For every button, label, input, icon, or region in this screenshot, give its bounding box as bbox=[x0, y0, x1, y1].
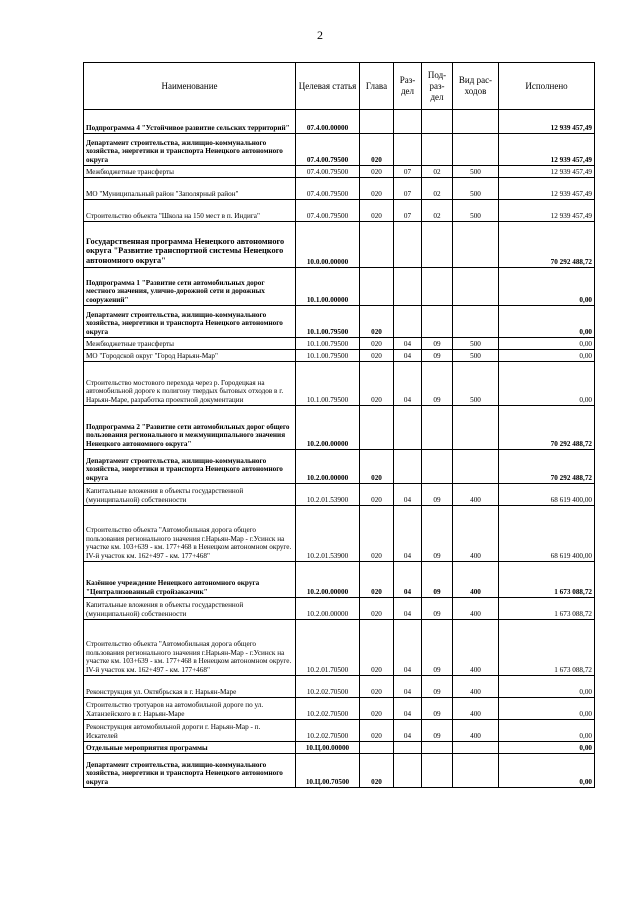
header-subsection: Под-раз-дел bbox=[422, 63, 453, 110]
cell-name: МО "Муниципальный район "Заполярный район" bbox=[84, 178, 296, 200]
cell-expense bbox=[453, 110, 499, 134]
cell-target: 10.1.00.79500 bbox=[296, 306, 360, 338]
cell-name: Строительство объекта "Школа на 150 мест в п. Индига" bbox=[84, 200, 296, 222]
cell-executed: 0,00 bbox=[499, 350, 595, 362]
cell-expense: 400 bbox=[453, 562, 499, 598]
cell-executed: 68 619 400,00 bbox=[499, 484, 595, 506]
cell-section bbox=[394, 450, 422, 484]
cell-executed: 12 939 457,49 bbox=[499, 134, 595, 166]
table-row bbox=[84, 306, 595, 338]
cell-target: 10.Ц.00.70500 bbox=[296, 754, 360, 788]
cell-chapter: 020 bbox=[360, 450, 394, 484]
cell-chapter: 020 bbox=[360, 484, 394, 506]
cell-executed: 0,00 bbox=[499, 754, 595, 788]
cell-target: 10.1.00.79500 bbox=[296, 350, 360, 362]
cell-executed: 1 673 088,72 bbox=[499, 598, 595, 620]
table-row bbox=[84, 742, 595, 754]
header-executed: Исполнено bbox=[499, 63, 595, 110]
header-chapter: Глава bbox=[360, 63, 394, 110]
cell-chapter bbox=[360, 742, 394, 754]
cell-section: 04 bbox=[394, 562, 422, 598]
cell-expense bbox=[453, 222, 499, 268]
cell-chapter: 020 bbox=[360, 166, 394, 178]
cell-subsection: 09 bbox=[422, 362, 453, 406]
cell-name: Подпрограмма 1 "Развитие сети автомобильных дорог местного значения, улично-дорожной сети и дорожных сооружений" bbox=[84, 268, 296, 306]
cell-chapter bbox=[360, 110, 394, 134]
cell-chapter: 020 bbox=[360, 720, 394, 742]
cell-subsection bbox=[422, 406, 453, 450]
cell-chapter: 020 bbox=[360, 754, 394, 788]
table-row bbox=[84, 110, 595, 134]
cell-target: 10.2.00.00000 bbox=[296, 450, 360, 484]
cell-target: 10.2.00.00000 bbox=[296, 406, 360, 450]
cell-name: Межбюджетные трансферты bbox=[84, 338, 296, 350]
cell-expense: 500 bbox=[453, 350, 499, 362]
cell-expense: 400 bbox=[453, 484, 499, 506]
cell-expense bbox=[453, 134, 499, 166]
cell-executed: 12 939 457,49 bbox=[499, 166, 595, 178]
cell-chapter: 020 bbox=[360, 676, 394, 698]
cell-target: 10.2.02.70500 bbox=[296, 720, 360, 742]
cell-target: 10.2.00.00000 bbox=[296, 562, 360, 598]
cell-expense bbox=[453, 450, 499, 484]
cell-chapter: 020 bbox=[360, 506, 394, 562]
cell-section: 04 bbox=[394, 338, 422, 350]
cell-expense: 500 bbox=[453, 178, 499, 200]
cell-expense bbox=[453, 306, 499, 338]
cell-section: 04 bbox=[394, 484, 422, 506]
cell-target: 10.1.00.79500 bbox=[296, 362, 360, 406]
cell-expense: 400 bbox=[453, 598, 499, 620]
cell-executed: 12 939 457,49 bbox=[499, 110, 595, 134]
cell-section: 04 bbox=[394, 698, 422, 720]
cell-executed: 1 673 088,72 bbox=[499, 620, 595, 676]
cell-name: Капитальные вложения в объекты государственной (муниципальной) собственности bbox=[84, 598, 296, 620]
cell-name: Строительство тротуаров на автомобильной дороге по ул. Хатанзейского в г. Нарьян-Маре bbox=[84, 698, 296, 720]
table-row bbox=[84, 178, 595, 200]
table-row bbox=[84, 506, 595, 562]
cell-section: 04 bbox=[394, 350, 422, 362]
cell-section: 04 bbox=[394, 598, 422, 620]
table-row bbox=[84, 698, 595, 720]
cell-section: 04 bbox=[394, 362, 422, 406]
cell-executed: 12 939 457,49 bbox=[499, 178, 595, 200]
cell-subsection: 09 bbox=[422, 620, 453, 676]
cell-executed: 68 619 400,00 bbox=[499, 506, 595, 562]
cell-subsection: 09 bbox=[422, 484, 453, 506]
cell-target: 07.4.00.79500 bbox=[296, 178, 360, 200]
table-row bbox=[84, 362, 595, 406]
table-row bbox=[84, 450, 595, 484]
cell-expense: 400 bbox=[453, 698, 499, 720]
cell-chapter: 020 bbox=[360, 178, 394, 200]
cell-subsection bbox=[422, 134, 453, 166]
cell-target: 07.4.00.79500 bbox=[296, 166, 360, 178]
table-row bbox=[84, 166, 595, 178]
cell-target: 10.1.00.79500 bbox=[296, 338, 360, 350]
cell-executed: 0,00 bbox=[499, 338, 595, 350]
cell-section bbox=[394, 134, 422, 166]
cell-executed: 0,00 bbox=[499, 362, 595, 406]
cell-target: 07.4.00.00000 bbox=[296, 110, 360, 134]
cell-name: Подпрограмма 2 "Развитие сети автомобильных дорог общего пользования регионального и межмуниципального значения Ненецкого автономного округа" bbox=[84, 406, 296, 450]
cell-subsection bbox=[422, 110, 453, 134]
cell-executed: 0,00 bbox=[499, 676, 595, 698]
cell-name: Отдельные мероприятия программы bbox=[84, 742, 296, 754]
cell-target: 07.4.00.79500 bbox=[296, 200, 360, 222]
cell-executed: 0,00 bbox=[499, 720, 595, 742]
cell-subsection: 09 bbox=[422, 506, 453, 562]
cell-name: Строительство объекта "Автомобильная дорога общего пользования регионального значения г.Нарьян-Мар - г.Усинск на участке км. 103+639 - км. 177+468 в Ненецком автономном округе. IV-й участок км. 162+497 - км. 177+468" bbox=[84, 620, 296, 676]
cell-subsection: 09 bbox=[422, 338, 453, 350]
cell-executed: 0,00 bbox=[499, 698, 595, 720]
cell-section bbox=[394, 742, 422, 754]
header-section: Раз-дел bbox=[394, 63, 422, 110]
cell-target: 10.2.01.53900 bbox=[296, 506, 360, 562]
cell-subsection bbox=[422, 450, 453, 484]
cell-name: Департамент строительства, жилищно-коммунального хозяйства, энергетики и транспорта Ненецкого автономного округа bbox=[84, 450, 296, 484]
cell-name: Подпрограмма 4 "Устойчивое развитие сельских территорий" bbox=[84, 110, 296, 134]
cell-expense bbox=[453, 742, 499, 754]
cell-executed: 1 673 088,72 bbox=[499, 562, 595, 598]
table-row bbox=[84, 620, 595, 676]
cell-subsection bbox=[422, 742, 453, 754]
table-row bbox=[84, 350, 595, 362]
cell-expense: 400 bbox=[453, 720, 499, 742]
cell-section: 07 bbox=[394, 166, 422, 178]
cell-target: 10.2.00.00000 bbox=[296, 598, 360, 620]
cell-section bbox=[394, 222, 422, 268]
cell-name: Департамент строительства, жилищно-коммунального хозяйства, энергетики и транспорта Ненецкого автономного округа bbox=[84, 754, 296, 788]
cell-section bbox=[394, 268, 422, 306]
cell-target: 10.0.00.00000 bbox=[296, 222, 360, 268]
cell-name: Капитальные вложения в объекты государственной (муниципальной) собственности bbox=[84, 484, 296, 506]
cell-subsection bbox=[422, 222, 453, 268]
cell-chapter: 020 bbox=[360, 200, 394, 222]
cell-section: 07 bbox=[394, 178, 422, 200]
cell-expense: 400 bbox=[453, 676, 499, 698]
table-header-row bbox=[84, 63, 595, 110]
cell-chapter: 020 bbox=[360, 598, 394, 620]
cell-expense: 500 bbox=[453, 338, 499, 350]
cell-chapter: 020 bbox=[360, 306, 394, 338]
cell-expense bbox=[453, 268, 499, 306]
cell-target: 10.Ц.00.00000 bbox=[296, 742, 360, 754]
table-row bbox=[84, 338, 595, 350]
cell-subsection: 09 bbox=[422, 676, 453, 698]
cell-chapter bbox=[360, 406, 394, 450]
cell-name: Строительство объекта "Автомобильная дорога общего пользования регионального значения г.Нарьян-Мар - г.Усинск на участке км. 103+639 - км. 177+468 в Ненецком автономном округе. IV-й участок км. 162+497 - км. 177+468" bbox=[84, 506, 296, 562]
cell-chapter: 020 bbox=[360, 134, 394, 166]
cell-executed: 0,00 bbox=[499, 268, 595, 306]
header-target: Целевая статья bbox=[296, 63, 360, 110]
budget-table bbox=[83, 62, 595, 788]
cell-executed: 70 292 488,72 bbox=[499, 222, 595, 268]
cell-section bbox=[394, 110, 422, 134]
cell-name: Департамент строительства, жилищно-коммунального хозяйства, энергетики и транспорта Ненецкого автономного округа bbox=[84, 134, 296, 166]
table-row bbox=[84, 134, 595, 166]
cell-executed: 0,00 bbox=[499, 306, 595, 338]
cell-target: 10.2.01.53900 bbox=[296, 484, 360, 506]
cell-name: Строительство мостового перехода через р. Городецкая на автомобильной дороге к полигону твердых бытовых отходов в г. Нарьян-Маре, разработка проектной документации bbox=[84, 362, 296, 406]
cell-subsection: 09 bbox=[422, 562, 453, 598]
table-row bbox=[84, 484, 595, 506]
cell-subsection: 02 bbox=[422, 178, 453, 200]
cell-subsection: 09 bbox=[422, 720, 453, 742]
cell-expense: 500 bbox=[453, 362, 499, 406]
table-row bbox=[84, 200, 595, 222]
cell-expense: 400 bbox=[453, 506, 499, 562]
table-row bbox=[84, 754, 595, 788]
table-row bbox=[84, 562, 595, 598]
cell-subsection bbox=[422, 754, 453, 788]
cell-section: 04 bbox=[394, 620, 422, 676]
cell-name: МО "Городской округ "Город Нарьян-Мар" bbox=[84, 350, 296, 362]
cell-target: 10.2.02.70500 bbox=[296, 676, 360, 698]
cell-expense bbox=[453, 754, 499, 788]
cell-subsection: 02 bbox=[422, 200, 453, 222]
table-row bbox=[84, 222, 595, 268]
cell-section bbox=[394, 754, 422, 788]
cell-expense: 500 bbox=[453, 200, 499, 222]
cell-chapter bbox=[360, 222, 394, 268]
cell-chapter: 020 bbox=[360, 362, 394, 406]
cell-executed: 70 292 488,72 bbox=[499, 406, 595, 450]
table-row bbox=[84, 598, 595, 620]
cell-executed: 0,00 bbox=[499, 742, 595, 754]
cell-name: Государственная программа Ненецкого автономного округа "Развитие транспортной системы Ненецкого автономного округа" bbox=[84, 222, 296, 268]
cell-section bbox=[394, 306, 422, 338]
cell-target: 10.1.00.00000 bbox=[296, 268, 360, 306]
cell-section: 07 bbox=[394, 200, 422, 222]
cell-expense bbox=[453, 406, 499, 450]
cell-subsection bbox=[422, 268, 453, 306]
header-name: Наименование bbox=[84, 63, 296, 110]
cell-target: 10.2.01.70500 bbox=[296, 620, 360, 676]
cell-subsection: 02 bbox=[422, 166, 453, 178]
cell-name: Реконструкция ул. Октябрьская в г. Нарьян-Маре bbox=[84, 676, 296, 698]
cell-section: 04 bbox=[394, 720, 422, 742]
table-row bbox=[84, 720, 595, 742]
cell-subsection: 09 bbox=[422, 598, 453, 620]
cell-name: Реконструкция автомобильной дороги г. Нарьян-Мар - п. Искателей bbox=[84, 720, 296, 742]
cell-executed: 70 292 488,72 bbox=[499, 450, 595, 484]
cell-name: Межбюджетные трансферты bbox=[84, 166, 296, 178]
cell-subsection: 09 bbox=[422, 698, 453, 720]
header-expense-type: Вид рас-ходов bbox=[453, 63, 499, 110]
cell-name: Департамент строительства, жилищно-коммунального хозяйства, энергетики и транспорта Ненецкого автономного округа bbox=[84, 306, 296, 338]
cell-chapter: 020 bbox=[360, 338, 394, 350]
cell-subsection bbox=[422, 306, 453, 338]
cell-section: 04 bbox=[394, 506, 422, 562]
cell-chapter: 020 bbox=[360, 698, 394, 720]
cell-chapter: 020 bbox=[360, 562, 394, 598]
table-row bbox=[84, 406, 595, 450]
cell-chapter: 020 bbox=[360, 620, 394, 676]
cell-chapter: 020 bbox=[360, 350, 394, 362]
cell-executed: 12 939 457,49 bbox=[499, 200, 595, 222]
cell-section: 04 bbox=[394, 676, 422, 698]
cell-subsection: 09 bbox=[422, 350, 453, 362]
cell-expense: 500 bbox=[453, 166, 499, 178]
page-number: 2 bbox=[317, 28, 323, 42]
cell-expense: 400 bbox=[453, 620, 499, 676]
table-row bbox=[84, 268, 595, 306]
cell-chapter bbox=[360, 268, 394, 306]
cell-target: 07.4.00.79500 bbox=[296, 134, 360, 166]
cell-section bbox=[394, 406, 422, 450]
cell-name: Казённое учреждение Ненецкого автономного округа "Централизованный стройзаказчик" bbox=[84, 562, 296, 598]
cell-target: 10.2.02.70500 bbox=[296, 698, 360, 720]
table-row bbox=[84, 676, 595, 698]
